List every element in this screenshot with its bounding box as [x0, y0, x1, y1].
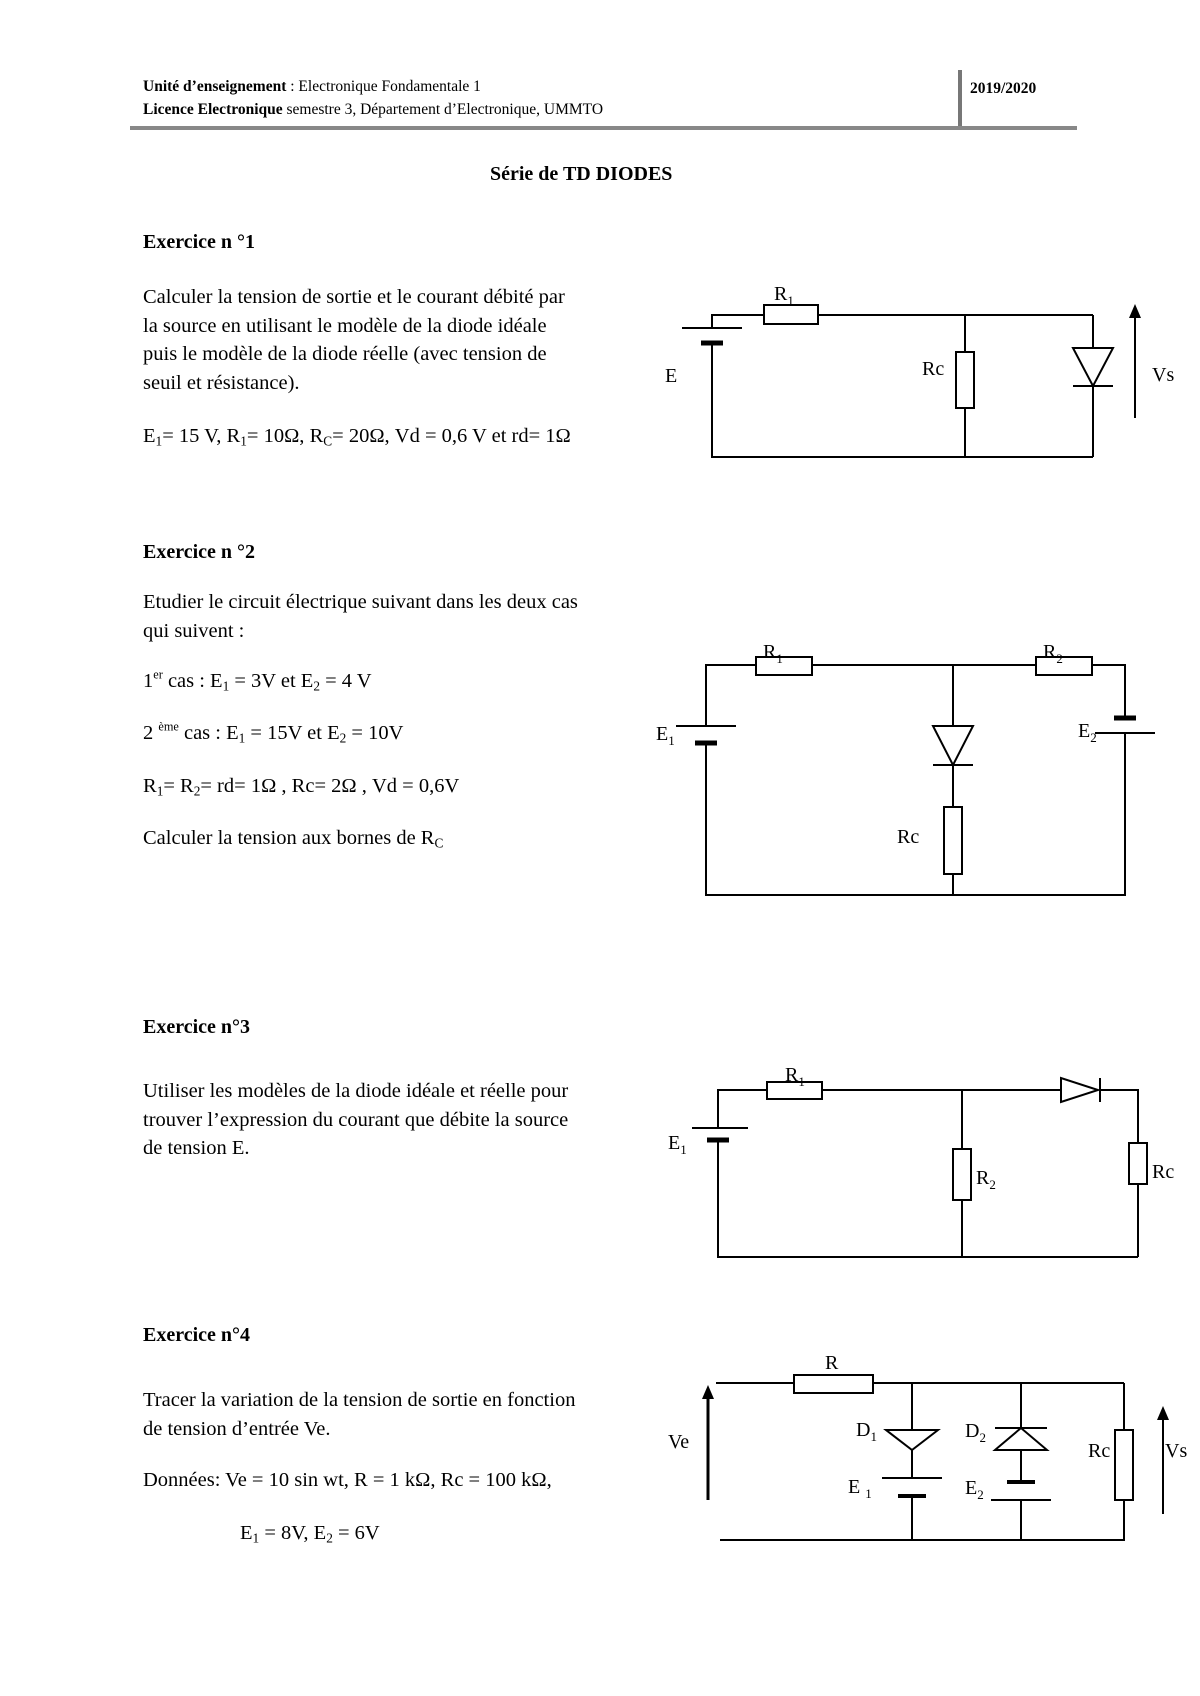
label-r1: $R_1$	[774, 283, 794, 308]
label-vs: Vs	[1165, 1440, 1188, 1462]
diode	[1073, 348, 1113, 386]
resistor-rc	[1129, 1143, 1147, 1184]
exercise-4-donnees: Données: Ve = 10 sin wt, R = 1 kΩ, Rc = 100 kΩ,	[143, 1469, 552, 1491]
label-r2: $R_2$	[976, 1167, 996, 1192]
label-r2: $R_2$	[1043, 641, 1063, 666]
label-rc: Rc	[922, 358, 945, 380]
wires	[718, 1090, 1138, 1257]
label-d1: $D_1$	[856, 1419, 877, 1444]
resistor-r2	[953, 1149, 971, 1200]
exercise-2-text: Etudier le circuit électrique suivant dans les deux cas qui suivent :	[143, 591, 578, 642]
header-year: 2019/2020	[970, 80, 1037, 97]
resistor-r	[794, 1375, 873, 1393]
exercise-3-circuit	[660, 1060, 1180, 1270]
exercise-2-ask: Calculer la tension aux bornes de $R_C$	[143, 827, 444, 851]
vs-arrow	[1129, 304, 1141, 418]
resistor-rc	[944, 807, 962, 874]
exercise-2-case-1: 1er cas : $E_1 = 3V$ et $E_2 = 4$ V	[143, 667, 372, 694]
label-ve: Ve	[668, 1431, 690, 1453]
exercise-1-title: Exercice n °1	[143, 231, 256, 253]
resistor-rc	[1115, 1430, 1133, 1500]
label-r1: $R_1$	[763, 641, 783, 666]
battery-e1	[692, 1128, 748, 1140]
exercise-4-title: Exercice n°4	[143, 1324, 251, 1346]
label-rc: Rc	[897, 826, 920, 848]
label-e1: E $_1$	[848, 1476, 872, 1501]
header-licence: Licence Electronique semestre 3, Département d’Electronique, UMMTO	[143, 101, 604, 118]
exercise-4-circuit	[660, 1340, 1200, 1560]
header-rule	[130, 126, 1077, 130]
battery-e1	[882, 1478, 942, 1496]
label-rc: Rc	[1152, 1161, 1175, 1183]
label-r: R	[825, 1352, 839, 1374]
label-e2: $E_2$	[965, 1477, 984, 1502]
label-rc: Rc	[1088, 1440, 1111, 1462]
exercise-2-params: $R_1= R_2= rd= 1\Omega$ , Rc= 2Ω , Vd = 0,6V	[143, 775, 460, 799]
battery-e2	[991, 1482, 1051, 1500]
label-e2: $E_2$	[1078, 720, 1097, 745]
exercise-1-text: Calculer la tension de sortie et le courant débité par la source en utilisant le modèle de la diode idéale puis le modèle de la diode réelle (avec tension de seuil et résistance).	[143, 286, 565, 394]
label-e: E	[665, 365, 678, 387]
wires	[712, 315, 1093, 457]
label-e1: $E_1$	[656, 723, 675, 748]
exercise-2-case-2: 2 $^{ème}$ cas : $E_1 = 15V$ et $E_2 = 10V$	[143, 719, 404, 746]
header-vertical-rule	[958, 70, 962, 128]
exercise-4-text: Tracer la variation de la tension de sortie en fonction de tension d’entrée Ve.	[143, 1389, 576, 1440]
ve-arrow	[702, 1385, 714, 1500]
diode-d1	[886, 1430, 938, 1450]
exercise-3-title: Exercice n°3	[143, 1016, 251, 1038]
diode	[1061, 1078, 1100, 1102]
diode-d2	[995, 1428, 1047, 1450]
label-r1: $R_1$	[785, 1064, 805, 1089]
resistor-rc	[956, 352, 974, 408]
label-vs: Vs	[1152, 364, 1175, 386]
exercise-2-circuit	[650, 640, 1170, 900]
exercise-4-sources: $E_1 = 8V$, $E_2 = 6V$	[240, 1522, 380, 1546]
battery-e2	[1095, 718, 1155, 733]
diode	[933, 726, 973, 765]
exercise-2-title: Exercice n °2	[143, 541, 256, 563]
header-unite: Unité d’enseignement : Electronique Fondamentale 1	[143, 78, 481, 95]
exercise-3-text: Utiliser les modèles de la diode idéale et réelle pour trouver l’expression du courant que débite la source de tension E.	[143, 1080, 569, 1159]
battery-e1	[676, 726, 736, 743]
exercise-1-circuit	[660, 283, 1200, 470]
page-title: Série de TD DIODES	[490, 163, 673, 185]
battery-e	[682, 328, 742, 388]
wires	[716, 1383, 1124, 1540]
label-d2: $D_2$	[965, 1420, 986, 1445]
wires	[706, 665, 1125, 895]
label-e1: $E_1$	[668, 1132, 687, 1157]
exercise-1-data: $E_1= 15$ V, $R_1= 10\Omega$, $R_C= 20\Omega$, Vd = 0,6 V et rd= 1Ω	[143, 425, 571, 449]
